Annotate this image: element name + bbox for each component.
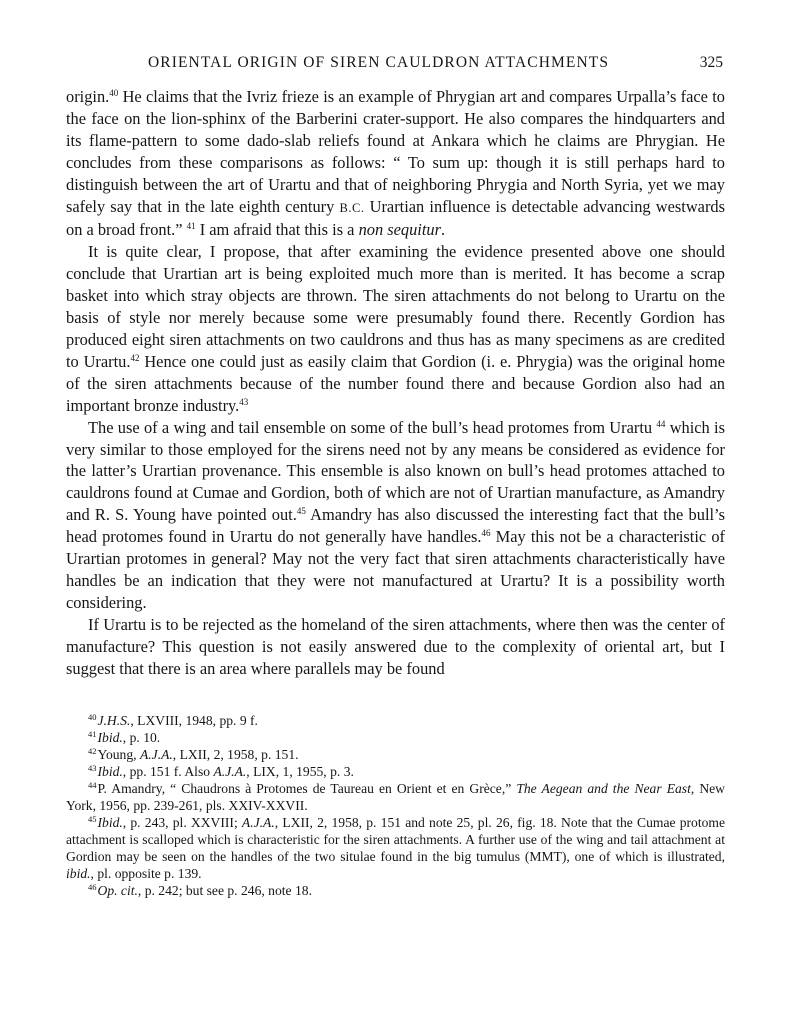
text-run-italic: A.J.A. [213, 764, 247, 780]
footnote-number: 43 [88, 763, 97, 774]
text-run-italic: ibid. [66, 865, 91, 881]
running-title: ORIENTAL ORIGIN OF SIREN CAULDRON ATTACHMENTS [148, 54, 610, 71]
paragraph-2 [66, 241, 725, 416]
text-run: , New York, 1956, pp. 239-261, pls. XXIV-XXVII. [66, 781, 725, 813]
footnote-number: 42 [88, 746, 97, 757]
text-run: Urartian influence is detectable advancing westwards on a broad front.” [66, 196, 725, 240]
text-run-italic: Op. cit. [97, 882, 138, 898]
text-run: It is quite clear, I propose, that after examining the evidence presented above one should conclude that Urartian art is being exploited much more than is merited. It has become a scrap basket into which stray objects are thrown. The siren attachments do not belong to Urartu on the basis of style nor merely because some were presumably found there. Recently Gordion has produced eight siren attachments on two cauldrons and thus has as many specimens as are credited to Urartu. [66, 242, 725, 371]
footnote-ref-40: 40 [109, 88, 119, 98]
footnote-ref-41: 41 [186, 221, 196, 232]
text-run-italic: A.J.A. [139, 747, 173, 763]
text-run: He claims that the Ivriz frieze is an example of Phrygian art and compares Urpalla’s face to the face on the lion-sphinx of the Barberini crater-support. He also compares the hindquarters and its flame-pattern to some dado-slab reliefs found at Ankara which he claims are Phrygian. He concludes from these comparisons as follows: “ To sum up: though it is still perhaps hard to distinguish between the art of Urartu and that of neighboring Phrygia and North Syria, yet we may safely say that in the late eighth century [66, 87, 725, 216]
footnote-number: 46 [88, 881, 97, 892]
text-run: , pl. opposite p. 139. [90, 865, 202, 881]
text-run: origin. [66, 87, 110, 106]
text-run: I am afraid that this is a [195, 220, 359, 240]
footnote-number: 44 [88, 780, 97, 791]
footnote-ref-46: 46 [481, 528, 491, 539]
text-run: The use of a wing and tail ensemble on some of the bull’s head protomes from Urartu [88, 417, 657, 437]
text-run: , p. 243, pl. XXVIII; [122, 814, 242, 830]
text-run: If Urartu is to be rejected as the homeland of the siren attachments, where then was the center of manufacture? This question is not easily answered due to the complexity of oriental art, but I suggest that there is an area where parallels may be found [66, 614, 725, 678]
paragraph-1 [66, 86, 725, 241]
text-run: P. Amandry, “ Chaudrons à Protomes de Taureau en Orient et en Grèce,” [97, 781, 517, 797]
footnote-number: 41 [88, 729, 97, 740]
footnote-number: 40 [88, 712, 97, 723]
footnotes [66, 713, 725, 899]
paragraph-3 [66, 417, 725, 614]
text-run: , p. 242; but see p. 246, note 18. [137, 882, 312, 898]
text-run: , LIX, 1, 1955, p. 3. [246, 764, 354, 780]
footnote-42 [66, 747, 725, 764]
text-run: , p. 10. [122, 730, 161, 746]
text-run: , LXII, 2, 1958, p. 151. [172, 747, 299, 763]
text-run: . [440, 220, 446, 240]
footnote-44 [66, 781, 725, 815]
text-run: May this not be a characteristic of Urartian protomes in general? May not the very fact that siren attachments characteristically have handles be an indication that they were not manufactured at Urartu? It is a possibility worth considering. [66, 527, 725, 612]
footnote-ref-43: 43 [239, 396, 249, 407]
footnote-45 [66, 815, 725, 883]
text-run: , LXII, 2, 1958, p. 151 and note 25, pl. 26, fig. 18. Note that the Cumae protome attachment is scalloped which is characteristic for the siren attachments. A further use of the wing and tail attachment at Gordion may be seen on the handles of the two situlae found in the big tumulus (MMT), one of which is illustrated, [66, 814, 726, 864]
paragraph-4 [66, 614, 725, 680]
footnote-ref-45: 45 [296, 506, 306, 517]
footnote-ref-44: 44 [656, 418, 666, 429]
text-run-italic: A.J.A. [241, 814, 275, 830]
text-run: , LXVIII, 1948, pp. 9 f. [130, 713, 258, 729]
text-run-italic: Ibid. [97, 814, 123, 830]
text-run-italic: J.H.S. [97, 713, 131, 729]
text-run: Hence one could just as easily claim that Gordion (i. e. Phrygia) was the original home of the siren attachments because of the number found there and because Gordion also had an important bronze industry. [66, 351, 725, 415]
text-run: Young, [97, 747, 140, 763]
text-run-italic: Ibid. [97, 730, 123, 746]
body-text [66, 86, 725, 679]
footnote-46 [66, 883, 725, 900]
text-run-italic: non sequitur [358, 220, 441, 240]
page-number: 325 [699, 54, 723, 71]
text-run: , pp. 151 f. Also [122, 764, 214, 780]
text-run: which is very similar to those employed for the sirens need not by any means be considered as evidence for the latter’s Urartian provenance. This ensemble is also known on bull’s head protomes attached to cauldrons found at Cumae and Gordion, both of which are not of Urartian manufacture, as Amandry and R. S. Young have pointed out. [66, 417, 725, 525]
running-header [66, 54, 725, 76]
footnote-41 [66, 730, 725, 747]
text-run-italic: Ibid. [97, 764, 123, 780]
text-run-italic: The Aegean and the Near East [516, 781, 691, 797]
text-run: Amandry has also discussed the interesting fact that the bull’s head protomes found in Urartu do not generally have handles. [66, 505, 725, 547]
footnote-number: 45 [88, 813, 97, 824]
footnote-40 [66, 713, 725, 730]
footnote-ref-42: 42 [130, 352, 140, 363]
text-run-smallcaps: B.C. [339, 200, 365, 215]
footnote-43 [66, 764, 725, 781]
